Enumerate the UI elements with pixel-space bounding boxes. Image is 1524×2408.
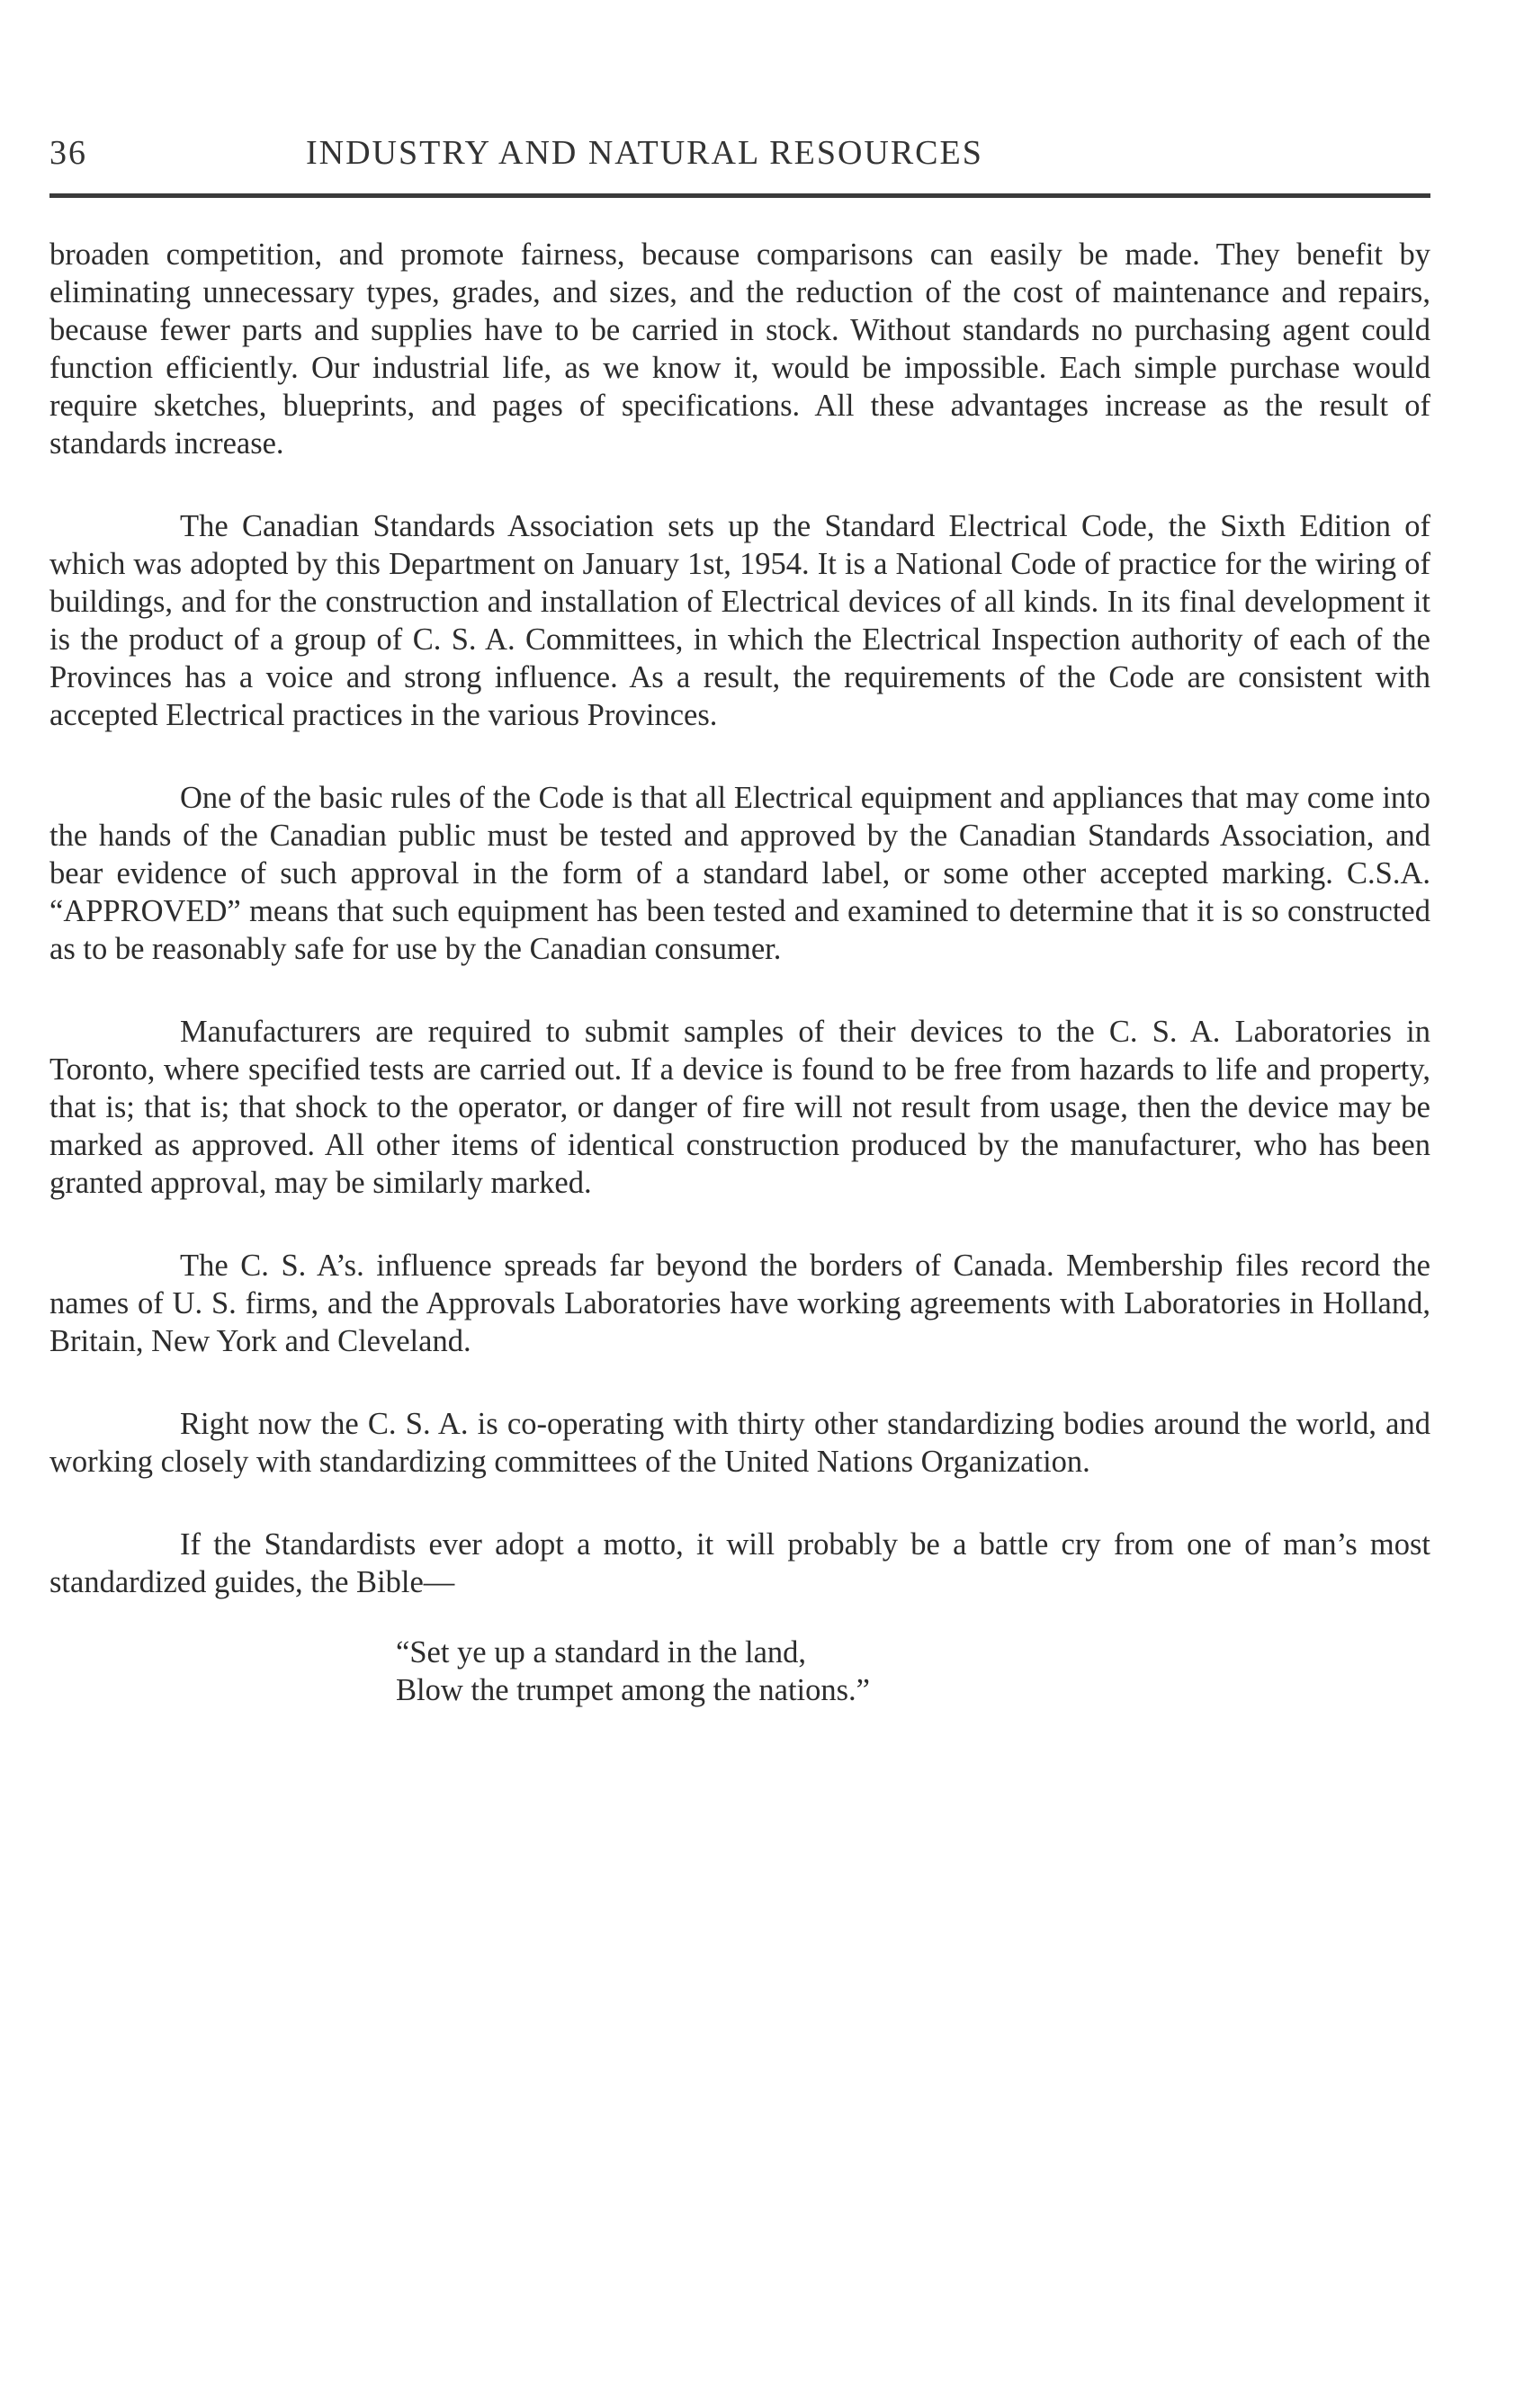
- header-rule: [49, 193, 1430, 198]
- paragraph-cooperation: Right now the C. S. A. is co-operating with thirty other standardizing bodies around the world, and working closely with standardizing committees of the United Nations Organization.: [49, 1407, 1430, 1479]
- paragraph-electrical-code: The Canadian Standards Association sets up the Standard Electrical Code, the Sixth Edition of which was adopted by this Department on January 1st, 1954. It is a National Code of practice for the wiring of buildings, and for the construction and installation of Electrical devices of all kinds. In its final development it is the product of a group of C. S. A. Committees, in which the Electrical Inspection authority of each of the Provinces has a voice and strong influence. As a result, the requirements of the Code are consistent with accepted Electrical practices in the various Provinces.: [49, 509, 1430, 732]
- paragraph-motto: If the Standardists ever adopt a motto, it will probably be a battle cry from one of man’s most standardized guides, the Bible—: [49, 1527, 1430, 1599]
- quote-line-1: “Set ye up a standard in the land,: [396, 1635, 807, 1669]
- paragraph-approval-rule: One of the basic rules of the Code is that all Electrical equipment and appliances that may come into the hands of the Canadian public must be tested and approved by the Canadian Standards Association, and bear evidence of such approval in the form of a standard label, or some other accepted marking. C.S.A. “APPROVED” means that such equipment has been tested and examined to determine that it is so constructed as to be reasonably safe for use by the Canadian consumer.: [49, 781, 1430, 966]
- page-number: 36: [49, 134, 87, 172]
- bible-quote: [396, 1634, 1430, 1709]
- paragraph-manufacturer-testing: Manufacturers are required to submit samples of their devices to the C. S. A. Laboratories in Toronto, where specified tests are carried out. If a device is found to be free from hazards to life and property, that is; that is; that shock to the operator, or danger of fire will not result from usage, then the device may be marked as approved. All other items of identical construction produced by the manufacturer, who has been granted approval, may be similarly marked.: [49, 1015, 1430, 1200]
- paragraph-csa-influence: The C. S. A’s. influence spreads far beyond the borders of Canada. Membership files record the names of U. S. firms, and the Approvals Laboratories have working agreements with Laboratories in Holland, Britain, New York and Cleveland.: [49, 1249, 1430, 1358]
- quote-line-2: Blow the trumpet among the nations.”: [396, 1673, 870, 1707]
- running-title: INDUSTRY AND NATURAL RESOURCES: [306, 134, 983, 172]
- running-header: [49, 133, 1430, 187]
- paragraph-standards-benefits: broaden competition, and promote fairness, because comparisons can easily be made. They benefit by eliminating unnecessary types, grades, and sizes, and the reduction of the cost of maintenance and repairs, because fewer parts and supplies have to be carried in stock. Without standards no purchasing agent could function efficiently. Our industrial life, as we know it, would be impossible. Each simple purchase would require sketches, blueprints, and pages of specifications. All these advantages increase as the result of standards increase.: [49, 237, 1430, 461]
- body-text: [49, 236, 1430, 1709]
